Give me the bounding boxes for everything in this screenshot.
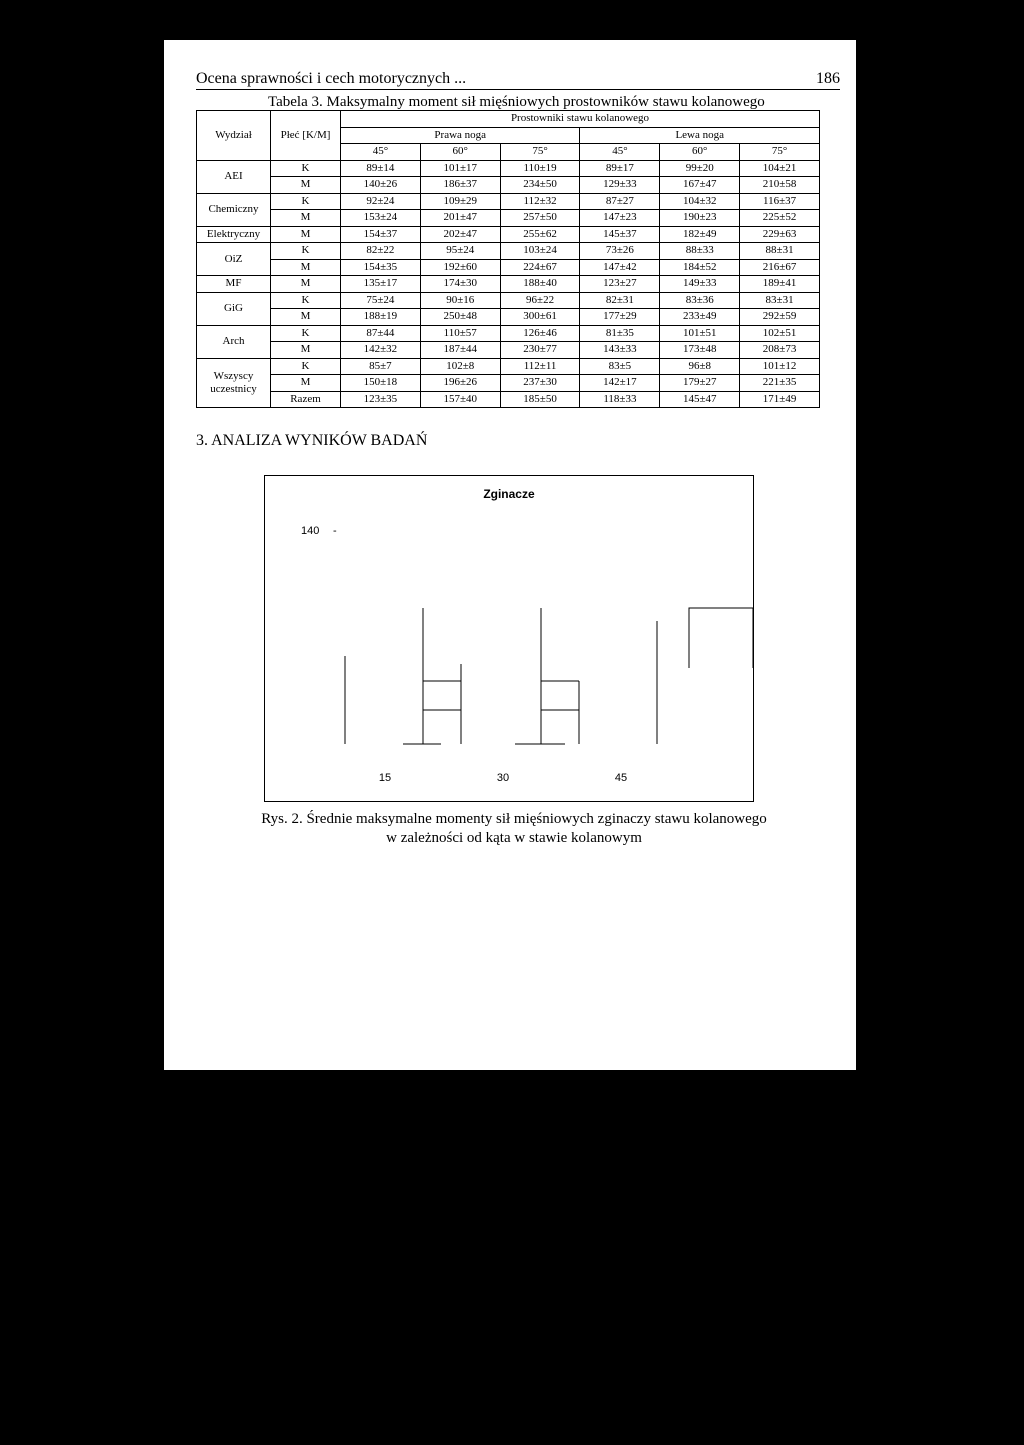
value-cell: 110±19 xyxy=(500,160,580,177)
table-row xyxy=(197,210,820,227)
value-cell: 88±31 xyxy=(740,243,820,260)
value-cell: 90±16 xyxy=(420,292,500,309)
value-cell: 150±18 xyxy=(341,375,421,392)
value-cell: 83±31 xyxy=(740,292,820,309)
table-row xyxy=(197,243,820,260)
caption-line-2: w zależności od kąta w stawie kolanowym xyxy=(386,830,642,846)
row-group-label: OiZ xyxy=(197,243,271,276)
value-cell: 208±73 xyxy=(740,342,820,359)
row-group-label: MF xyxy=(197,276,271,293)
value-cell: 225±52 xyxy=(740,210,820,227)
value-cell: 101±12 xyxy=(740,358,820,375)
value-cell: 88±33 xyxy=(660,243,740,260)
value-cell: 153±24 xyxy=(341,210,421,227)
value-cell: 104±21 xyxy=(740,160,820,177)
header-title: Ocena sprawności i cech motorycznych ... xyxy=(196,70,467,87)
table-row xyxy=(197,193,820,210)
value-cell: 147±42 xyxy=(580,259,660,276)
value-cell: 185±50 xyxy=(500,391,580,408)
value-cell: 135±17 xyxy=(341,276,421,293)
header-left-leg: Lewa noga xyxy=(580,127,820,144)
value-cell: 143±33 xyxy=(580,342,660,359)
row-group-label: Wszyscy uczestnicy xyxy=(197,358,271,408)
header-angle: 75° xyxy=(740,144,820,161)
value-cell: 82±31 xyxy=(580,292,660,309)
value-cell: 110±57 xyxy=(420,325,500,342)
row-group-label: GiG xyxy=(197,292,271,325)
value-cell: 123±27 xyxy=(580,276,660,293)
value-cell: 157±40 xyxy=(420,391,500,408)
table-row xyxy=(197,391,820,408)
value-cell: 154±35 xyxy=(341,259,421,276)
value-cell: 171±49 xyxy=(740,391,820,408)
table-row xyxy=(197,276,820,293)
value-cell: 145±37 xyxy=(580,226,660,243)
figure-caption xyxy=(224,810,804,848)
page-number: 186 xyxy=(816,70,840,87)
chart-title: Zginacze xyxy=(483,487,535,501)
sex-cell: K xyxy=(271,358,341,375)
value-cell: 184±52 xyxy=(660,259,740,276)
table-row xyxy=(197,358,820,375)
table-row xyxy=(197,292,820,309)
y-tick-mark: - xyxy=(333,525,337,537)
header-wydzial: Wydział xyxy=(197,111,271,161)
value-cell: 233±49 xyxy=(660,309,740,326)
value-cell: 149±33 xyxy=(660,276,740,293)
value-cell: 154±37 xyxy=(341,226,421,243)
value-cell: 116±37 xyxy=(740,193,820,210)
value-cell: 109±29 xyxy=(420,193,500,210)
value-cell: 187±44 xyxy=(420,342,500,359)
value-cell: 101±17 xyxy=(420,160,500,177)
value-cell: 102±8 xyxy=(420,358,500,375)
value-cell: 89±14 xyxy=(341,160,421,177)
sex-cell: M xyxy=(271,226,341,243)
value-cell: 123±35 xyxy=(341,391,421,408)
header-right-leg: Prawa noga xyxy=(341,127,580,144)
value-cell: 179±27 xyxy=(660,375,740,392)
header-angle: 60° xyxy=(660,144,740,161)
value-cell: 103±24 xyxy=(500,243,580,260)
value-cell: 182±49 xyxy=(660,226,740,243)
value-cell: 140±26 xyxy=(341,177,421,194)
sex-cell: M xyxy=(271,375,341,392)
value-cell: 83±36 xyxy=(660,292,740,309)
row-group-label: AEI xyxy=(197,160,271,193)
value-cell: 118±33 xyxy=(580,391,660,408)
table-row xyxy=(197,177,820,194)
value-cell: 202±47 xyxy=(420,226,500,243)
table-row xyxy=(197,342,820,359)
value-cell: 250±48 xyxy=(420,309,500,326)
value-cell: 229±63 xyxy=(740,226,820,243)
value-cell: 96±22 xyxy=(500,292,580,309)
value-cell: 142±32 xyxy=(341,342,421,359)
table-row xyxy=(197,259,820,276)
x-tick-label: 30 xyxy=(496,772,510,784)
x-tick-label: 15 xyxy=(378,772,392,784)
value-cell: 190±23 xyxy=(660,210,740,227)
document-page xyxy=(164,40,856,1070)
value-cell: 126±46 xyxy=(500,325,580,342)
sex-cell: M xyxy=(271,276,341,293)
sex-cell: M xyxy=(271,210,341,227)
bar-outline xyxy=(689,608,753,668)
table-row xyxy=(197,226,820,243)
value-cell: 145±47 xyxy=(660,391,740,408)
header-plec: Płeć [K/M] xyxy=(271,111,341,161)
value-cell: 99±20 xyxy=(660,160,740,177)
chart-svg xyxy=(265,476,753,801)
row-group-label: Chemiczny xyxy=(197,193,271,226)
value-cell: 300±61 xyxy=(500,309,580,326)
value-cell: 81±35 xyxy=(580,325,660,342)
value-cell: 92±24 xyxy=(341,193,421,210)
header-angle: 60° xyxy=(420,144,500,161)
data-table xyxy=(196,110,820,408)
value-cell: 102±51 xyxy=(740,325,820,342)
value-cell: 224±67 xyxy=(500,259,580,276)
value-cell: 75±24 xyxy=(341,292,421,309)
value-cell: 112±11 xyxy=(500,358,580,375)
value-cell: 292±59 xyxy=(740,309,820,326)
value-cell: 189±41 xyxy=(740,276,820,293)
table-row xyxy=(197,375,820,392)
sex-cell: K xyxy=(271,325,341,342)
row-group-label: Arch xyxy=(197,325,271,358)
value-cell: 73±26 xyxy=(580,243,660,260)
value-cell: 257±50 xyxy=(500,210,580,227)
value-cell: 147±23 xyxy=(580,210,660,227)
header-angle: 45° xyxy=(580,144,660,161)
value-cell: 201±47 xyxy=(420,210,500,227)
value-cell: 196±26 xyxy=(420,375,500,392)
chart-bars xyxy=(345,608,753,744)
figure-chart xyxy=(264,475,754,802)
value-cell: 82±22 xyxy=(341,243,421,260)
sex-cell: K xyxy=(271,292,341,309)
value-cell: 104±32 xyxy=(660,193,740,210)
value-cell: 192±60 xyxy=(420,259,500,276)
value-cell: 237±30 xyxy=(500,375,580,392)
x-tick-label: 45 xyxy=(614,772,628,784)
value-cell: 188±40 xyxy=(500,276,580,293)
table-row xyxy=(197,325,820,342)
value-cell: 83±5 xyxy=(580,358,660,375)
sex-cell: Razem xyxy=(271,391,341,408)
sex-cell: M xyxy=(271,177,341,194)
value-cell: 101±51 xyxy=(660,325,740,342)
value-cell: 216±67 xyxy=(740,259,820,276)
value-cell: 173±48 xyxy=(660,342,740,359)
value-cell: 167±47 xyxy=(660,177,740,194)
value-cell: 95±24 xyxy=(420,243,500,260)
value-cell: 210±58 xyxy=(740,177,820,194)
value-cell: 230±77 xyxy=(500,342,580,359)
sex-cell: M xyxy=(271,342,341,359)
header-angle: 45° xyxy=(341,144,421,161)
value-cell: 87±27 xyxy=(580,193,660,210)
sex-cell: K xyxy=(271,243,341,260)
sex-cell: M xyxy=(271,309,341,326)
value-cell: 221±35 xyxy=(740,375,820,392)
value-cell: 255±62 xyxy=(500,226,580,243)
value-cell: 85±7 xyxy=(341,358,421,375)
table-caption: Tabela 3. Maksymalny moment sił mięśniowych prostowników stawu kolanowego xyxy=(268,94,765,110)
value-cell: 188±19 xyxy=(341,309,421,326)
header-group: Prostowniki stawu kolanowego xyxy=(341,111,820,128)
value-cell: 174±30 xyxy=(420,276,500,293)
value-cell: 112±32 xyxy=(500,193,580,210)
value-cell: 87±44 xyxy=(341,325,421,342)
table-row xyxy=(197,309,820,326)
value-cell: 234±50 xyxy=(500,177,580,194)
section-heading: 3. ANALIZA WYNIKÓW BADAŃ xyxy=(196,432,428,449)
caption-line-1: Rys. 2. Średnie maksymalne momenty sił mięśniowych zginaczy stawu kolanowego xyxy=(261,811,767,827)
sex-cell: M xyxy=(271,259,341,276)
running-header xyxy=(196,70,840,90)
row-group-label: Elektryczny xyxy=(197,226,271,243)
value-cell: 89±17 xyxy=(580,160,660,177)
value-cell: 96±8 xyxy=(660,358,740,375)
y-tick-label: 140 xyxy=(301,525,320,537)
header-angle: 75° xyxy=(500,144,580,161)
sex-cell: K xyxy=(271,160,341,177)
value-cell: 129±33 xyxy=(580,177,660,194)
sex-cell: K xyxy=(271,193,341,210)
table-row xyxy=(197,160,820,177)
value-cell: 186±37 xyxy=(420,177,500,194)
value-cell: 142±17 xyxy=(580,375,660,392)
value-cell: 177±29 xyxy=(580,309,660,326)
